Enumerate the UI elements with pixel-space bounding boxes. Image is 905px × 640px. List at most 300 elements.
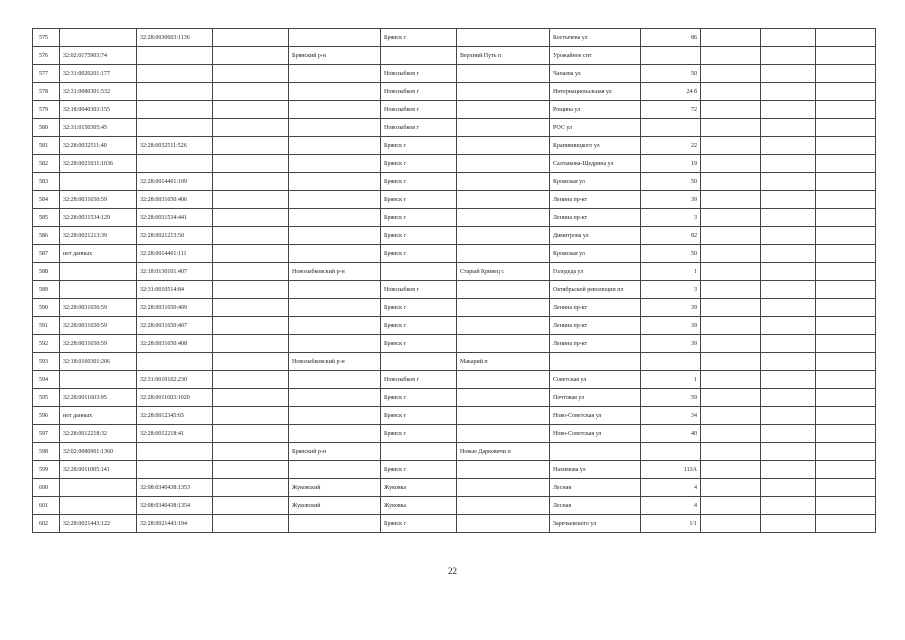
district-cell [289, 515, 381, 533]
cadastral-number-cell: 32:28:0031650:59 [60, 335, 137, 353]
street-cell: Нахимова ул [550, 461, 641, 479]
settlement-cell [457, 245, 550, 263]
empty-cell [761, 137, 816, 155]
settlement-cell [457, 281, 550, 299]
empty-cell [761, 389, 816, 407]
settlement-cell [457, 479, 550, 497]
empty-cell [761, 443, 816, 461]
cadastral-number-cell: 32:28:0021213:39 [60, 227, 137, 245]
empty-cell [761, 83, 816, 101]
row-number-cell: 588 [33, 263, 60, 281]
empty-cell [701, 209, 761, 227]
cadastral-number-cell: 32:31:0020201:177 [60, 65, 137, 83]
settlement-cell [457, 65, 550, 83]
street-cell: Кромская ул [550, 173, 641, 191]
city-cell: Брянск г [381, 299, 457, 317]
empty-cell [213, 515, 289, 533]
settlement-cell [457, 101, 550, 119]
cadastral-number-cell: 32:02:0080901:1360 [60, 443, 137, 461]
settlement-cell: Макарий п [457, 353, 550, 371]
street-cell: Ленина пр-кт [550, 209, 641, 227]
empty-cell [761, 227, 816, 245]
empty-cell [816, 137, 876, 155]
settlement-cell [457, 155, 550, 173]
empty-cell [213, 479, 289, 497]
district-cell: Брянский р-н [289, 47, 381, 65]
empty-cell [213, 191, 289, 209]
table-row [33, 335, 876, 353]
city-cell: Новозыбков г [381, 83, 457, 101]
empty-cell [816, 263, 876, 281]
table-row [33, 443, 876, 461]
empty-cell [816, 281, 876, 299]
empty-cell [213, 83, 289, 101]
house-number-cell [641, 119, 701, 137]
empty-cell [213, 263, 289, 281]
object-cadastral-number-cell: 32:28:0031650:409 [137, 299, 213, 317]
empty-cell [761, 461, 816, 479]
settlement-cell [457, 209, 550, 227]
row-number-cell: 577 [33, 65, 60, 83]
empty-cell [816, 191, 876, 209]
empty-cell [761, 119, 816, 137]
cadastral-number-cell: 32:02:0175903:74 [60, 47, 137, 65]
district-cell [289, 191, 381, 209]
house-number-cell: 4 [641, 479, 701, 497]
street-cell: Рощина ул [550, 101, 641, 119]
district-cell [289, 137, 381, 155]
empty-cell [213, 407, 289, 425]
settlement-cell [457, 425, 550, 443]
district-cell [289, 83, 381, 101]
district-cell [289, 65, 381, 83]
settlement-cell [457, 227, 550, 245]
city-cell: Брянск г [381, 461, 457, 479]
empty-cell [761, 47, 816, 65]
street-cell: Ново-Советская ул [550, 425, 641, 443]
empty-cell [213, 317, 289, 335]
house-number-cell [641, 443, 701, 461]
cadastral-number-cell: нет данных [60, 245, 137, 263]
table-row [33, 515, 876, 533]
settlement-cell [457, 461, 550, 479]
object-cadastral-number-cell: 32:28:0012345:65 [137, 407, 213, 425]
empty-cell [701, 47, 761, 65]
empty-cell [816, 443, 876, 461]
cadastral-number-cell: нет данных [60, 407, 137, 425]
cadastral-number-cell: 32:28:0011603:95 [60, 389, 137, 407]
empty-cell [701, 335, 761, 353]
row-number-cell: 590 [33, 299, 60, 317]
table-row [33, 65, 876, 83]
object-cadastral-number-cell: 32:28:0011603:1020 [137, 389, 213, 407]
cadastral-number-cell [60, 479, 137, 497]
table-row [33, 389, 876, 407]
empty-cell [761, 263, 816, 281]
house-number-cell: 22 [641, 137, 701, 155]
empty-cell [816, 317, 876, 335]
empty-cell [213, 47, 289, 65]
empty-cell [761, 65, 816, 83]
object-cadastral-number-cell: 32:28:0031650:407 [137, 317, 213, 335]
settlement-cell [457, 515, 550, 533]
street-cell: Ново-Советская ул [550, 407, 641, 425]
empty-cell [816, 425, 876, 443]
cadastral-number-cell [60, 173, 137, 191]
object-cadastral-number-cell: 32:28:0014401:111 [137, 245, 213, 263]
cadastral-number-cell [60, 281, 137, 299]
table-row [33, 227, 876, 245]
empty-cell [816, 407, 876, 425]
city-cell: Жуковка [381, 479, 457, 497]
street-cell: Октябрьской революции пл [550, 281, 641, 299]
empty-cell [816, 65, 876, 83]
empty-cell [816, 101, 876, 119]
empty-cell [816, 371, 876, 389]
city-cell [381, 443, 457, 461]
cadastral-number-cell: 32:18:0040303:155 [60, 101, 137, 119]
row-number-cell: 581 [33, 137, 60, 155]
cadastral-number-cell [60, 29, 137, 47]
empty-cell [213, 173, 289, 191]
row-number-cell: 597 [33, 425, 60, 443]
object-cadastral-number-cell: 32:28:0021213:50 [137, 227, 213, 245]
district-cell [289, 227, 381, 245]
empty-cell [761, 479, 816, 497]
city-cell: Брянск г [381, 191, 457, 209]
house-number-cell [641, 47, 701, 65]
settlement-cell [457, 335, 550, 353]
house-number-cell: 1/1 [641, 515, 701, 533]
object-cadastral-number-cell: 32:31:0010102:230 [137, 371, 213, 389]
district-cell [289, 173, 381, 191]
settlement-cell [457, 83, 550, 101]
street-cell: Ленина пр-кт [550, 335, 641, 353]
settlement-cell [457, 299, 550, 317]
row-number-cell: 583 [33, 173, 60, 191]
empty-cell [701, 443, 761, 461]
street-cell: Салтыкова-Щедрина ул [550, 155, 641, 173]
district-cell: Новозыбковский р-н [289, 353, 381, 371]
empty-cell [816, 335, 876, 353]
city-cell: Брянск г [381, 209, 457, 227]
empty-cell [701, 461, 761, 479]
city-cell: Брянск г [381, 335, 457, 353]
object-cadastral-number-cell [137, 83, 213, 101]
district-cell [289, 209, 381, 227]
table-row [33, 353, 876, 371]
empty-cell [701, 353, 761, 371]
empty-cell [213, 497, 289, 515]
city-cell: Новозыбков г [381, 119, 457, 137]
object-cadastral-number-cell: 32:28:0031650:406 [137, 191, 213, 209]
cadastral-number-cell: 32:28:0031650:59 [60, 317, 137, 335]
district-cell [289, 119, 381, 137]
empty-cell [701, 173, 761, 191]
cadastral-number-cell: 32:28:0032511:40 [60, 137, 137, 155]
cadastral-number-cell [60, 263, 137, 281]
city-cell: Брянск г [381, 155, 457, 173]
empty-cell [761, 317, 816, 335]
city-cell: Брянск г [381, 317, 457, 335]
city-cell: Брянск г [381, 29, 457, 47]
empty-cell [816, 173, 876, 191]
table-row [33, 479, 876, 497]
city-cell: Брянск г [381, 173, 457, 191]
empty-cell [761, 371, 816, 389]
street-cell: Ленина пр-кт [550, 191, 641, 209]
house-number-cell: 72 [641, 101, 701, 119]
row-number-cell: 589 [33, 281, 60, 299]
table-row [33, 371, 876, 389]
house-number-cell: 50 [641, 245, 701, 263]
city-cell: Брянск г [381, 227, 457, 245]
district-cell [289, 245, 381, 263]
empty-cell [213, 209, 289, 227]
empty-cell [761, 407, 816, 425]
table-row [33, 155, 876, 173]
row-number-cell: 576 [33, 47, 60, 65]
empty-cell [816, 479, 876, 497]
street-cell [550, 353, 641, 371]
house-number-cell: 34 [641, 407, 701, 425]
object-cadastral-number-cell [137, 101, 213, 119]
empty-cell [213, 101, 289, 119]
house-number-cell: 19 [641, 155, 701, 173]
street-cell: Заречьевского ул [550, 515, 641, 533]
city-cell: Новозыбков г [381, 65, 457, 83]
row-number-cell: 592 [33, 335, 60, 353]
table-row [33, 29, 876, 47]
row-number-cell: 591 [33, 317, 60, 335]
empty-cell [761, 335, 816, 353]
settlement-cell [457, 497, 550, 515]
table-row [33, 83, 876, 101]
empty-cell [761, 497, 816, 515]
empty-cell [761, 209, 816, 227]
empty-cell [701, 191, 761, 209]
settlement-cell [457, 407, 550, 425]
house-number-cell: 50 [641, 65, 701, 83]
table-row [33, 137, 876, 155]
empty-cell [816, 461, 876, 479]
table-row [33, 101, 876, 119]
empty-cell [761, 191, 816, 209]
house-number-cell: 39 [641, 335, 701, 353]
house-number-cell: 24 б [641, 83, 701, 101]
settlement-cell [457, 173, 550, 191]
row-number-cell: 578 [33, 83, 60, 101]
object-cadastral-number-cell: 32:18:0130101:407 [137, 263, 213, 281]
row-number-cell: 596 [33, 407, 60, 425]
row-number-cell: 582 [33, 155, 60, 173]
empty-cell [213, 65, 289, 83]
street-cell: Лесная [550, 497, 641, 515]
empty-cell [213, 155, 289, 173]
house-number-cell: 40 [641, 425, 701, 443]
empty-cell [816, 83, 876, 101]
object-cadastral-number-cell: 32:28:0031534:441 [137, 209, 213, 227]
row-number-cell: 593 [33, 353, 60, 371]
empty-cell [701, 119, 761, 137]
empty-cell [213, 245, 289, 263]
city-cell: Новозыбков г [381, 101, 457, 119]
city-cell: Жуковка [381, 497, 457, 515]
house-number-cell: 59 [641, 389, 701, 407]
row-number-cell: 579 [33, 101, 60, 119]
object-cadastral-number-cell [137, 65, 213, 83]
district-cell: Брянский р-н [289, 443, 381, 461]
empty-cell [213, 281, 289, 299]
city-cell: Брянск г [381, 407, 457, 425]
object-cadastral-number-cell: 32:28:0032511:526 [137, 137, 213, 155]
table-row [33, 119, 876, 137]
settlement-cell [457, 389, 550, 407]
empty-cell [213, 443, 289, 461]
cadastral-number-cell: 32:28:0011005:141 [60, 461, 137, 479]
street-cell: Димитрова ул [550, 227, 641, 245]
district-cell [289, 29, 381, 47]
object-cadastral-number-cell: 32:28:0014401:109 [137, 173, 213, 191]
empty-cell [701, 389, 761, 407]
page-number: 22 [448, 566, 457, 576]
empty-cell [701, 497, 761, 515]
district-cell [289, 407, 381, 425]
city-cell: Брянск г [381, 389, 457, 407]
row-number-cell: 586 [33, 227, 60, 245]
street-cell: Костычева ул [550, 29, 641, 47]
empty-cell [816, 29, 876, 47]
row-number-cell: 575 [33, 29, 60, 47]
empty-cell [816, 353, 876, 371]
city-cell: Брянск г [381, 425, 457, 443]
empty-cell [213, 389, 289, 407]
row-number-cell: 598 [33, 443, 60, 461]
table-row [33, 317, 876, 335]
empty-cell [701, 155, 761, 173]
cadastral-number-cell: 32:31:0080301:532 [60, 83, 137, 101]
street-cell: Советская ул [550, 371, 641, 389]
settlement-cell [457, 371, 550, 389]
cadastral-number-cell: 32:28:0031650:59 [60, 191, 137, 209]
empty-cell [213, 353, 289, 371]
empty-cell [761, 29, 816, 47]
empty-cell [761, 281, 816, 299]
empty-cell [761, 515, 816, 533]
empty-cell [701, 407, 761, 425]
city-cell: Брянск г [381, 515, 457, 533]
empty-cell [816, 227, 876, 245]
empty-cell [761, 353, 816, 371]
row-number-cell: 585 [33, 209, 60, 227]
cadastral-number-cell [60, 371, 137, 389]
street-cell: Ленина пр-кт [550, 299, 641, 317]
object-cadastral-number-cell [137, 47, 213, 65]
cadastral-number-cell [60, 497, 137, 515]
street-cell: Почтовая ул [550, 389, 641, 407]
district-cell [289, 317, 381, 335]
empty-cell [213, 335, 289, 353]
district-cell [289, 335, 381, 353]
settlement-cell [457, 29, 550, 47]
empty-cell [213, 461, 289, 479]
table-row [33, 299, 876, 317]
district-cell [289, 371, 381, 389]
table-row [33, 497, 876, 515]
district-cell: Новозыбковский р-н [289, 263, 381, 281]
street-cell: Голодеда ул [550, 263, 641, 281]
empty-cell [701, 263, 761, 281]
house-number-cell: 3 [641, 209, 701, 227]
cadastral-number-cell: 32:28:0012218:32 [60, 425, 137, 443]
empty-cell [213, 299, 289, 317]
empty-cell [816, 299, 876, 317]
table-row [33, 191, 876, 209]
table-row [33, 425, 876, 443]
street-cell: Чапаева ул [550, 65, 641, 83]
empty-cell [701, 137, 761, 155]
row-number-cell: 594 [33, 371, 60, 389]
empty-cell [816, 245, 876, 263]
object-cadastral-number-cell: 32:28:0021443:194 [137, 515, 213, 533]
object-cadastral-number-cell: 32:08:0340438:1353 [137, 479, 213, 497]
object-cadastral-number-cell: 32:08:0340438:1354 [137, 497, 213, 515]
empty-cell [701, 299, 761, 317]
cadastral-number-cell: 32:28:0031650:59 [60, 299, 137, 317]
row-number-cell: 602 [33, 515, 60, 533]
settlement-cell: Новые Дарковичи п [457, 443, 550, 461]
cadastral-number-cell: 32:18:0160301:206 [60, 353, 137, 371]
table-row [33, 263, 876, 281]
street-cell: Крапивницкого ул [550, 137, 641, 155]
object-cadastral-number-cell [137, 443, 213, 461]
object-cadastral-number-cell: 32:28:0012218:41 [137, 425, 213, 443]
empty-cell [761, 101, 816, 119]
object-cadastral-number-cell: 32:28:0030603:1136 [137, 29, 213, 47]
empty-cell [816, 155, 876, 173]
city-cell: Брянск г [381, 137, 457, 155]
house-number-cell [641, 353, 701, 371]
city-cell: Брянск г [381, 245, 457, 263]
table-row [33, 281, 876, 299]
district-cell: Жуковский [289, 497, 381, 515]
empty-cell [701, 101, 761, 119]
district-cell [289, 425, 381, 443]
house-number-cell: 39 [641, 299, 701, 317]
table-row [33, 407, 876, 425]
street-cell: Интернациональная ул [550, 83, 641, 101]
settlement-cell: Старый Кривец с [457, 263, 550, 281]
empty-cell [816, 47, 876, 65]
object-cadastral-number-cell: 32:31:0010514:84 [137, 281, 213, 299]
empty-cell [701, 65, 761, 83]
district-cell [289, 389, 381, 407]
house-number-cell: 1 [641, 263, 701, 281]
empty-cell [816, 209, 876, 227]
empty-cell [701, 371, 761, 389]
empty-cell [761, 173, 816, 191]
cadastral-number-cell: 32:31:0150305:45 [60, 119, 137, 137]
empty-cell [761, 425, 816, 443]
table-row [33, 47, 876, 65]
empty-cell [816, 515, 876, 533]
district-cell [289, 299, 381, 317]
street-cell: РОС ул [550, 119, 641, 137]
cadastral-number-cell: 32:28:0021443:122 [60, 515, 137, 533]
empty-cell [816, 119, 876, 137]
house-number-cell: 82 [641, 227, 701, 245]
empty-cell [761, 299, 816, 317]
